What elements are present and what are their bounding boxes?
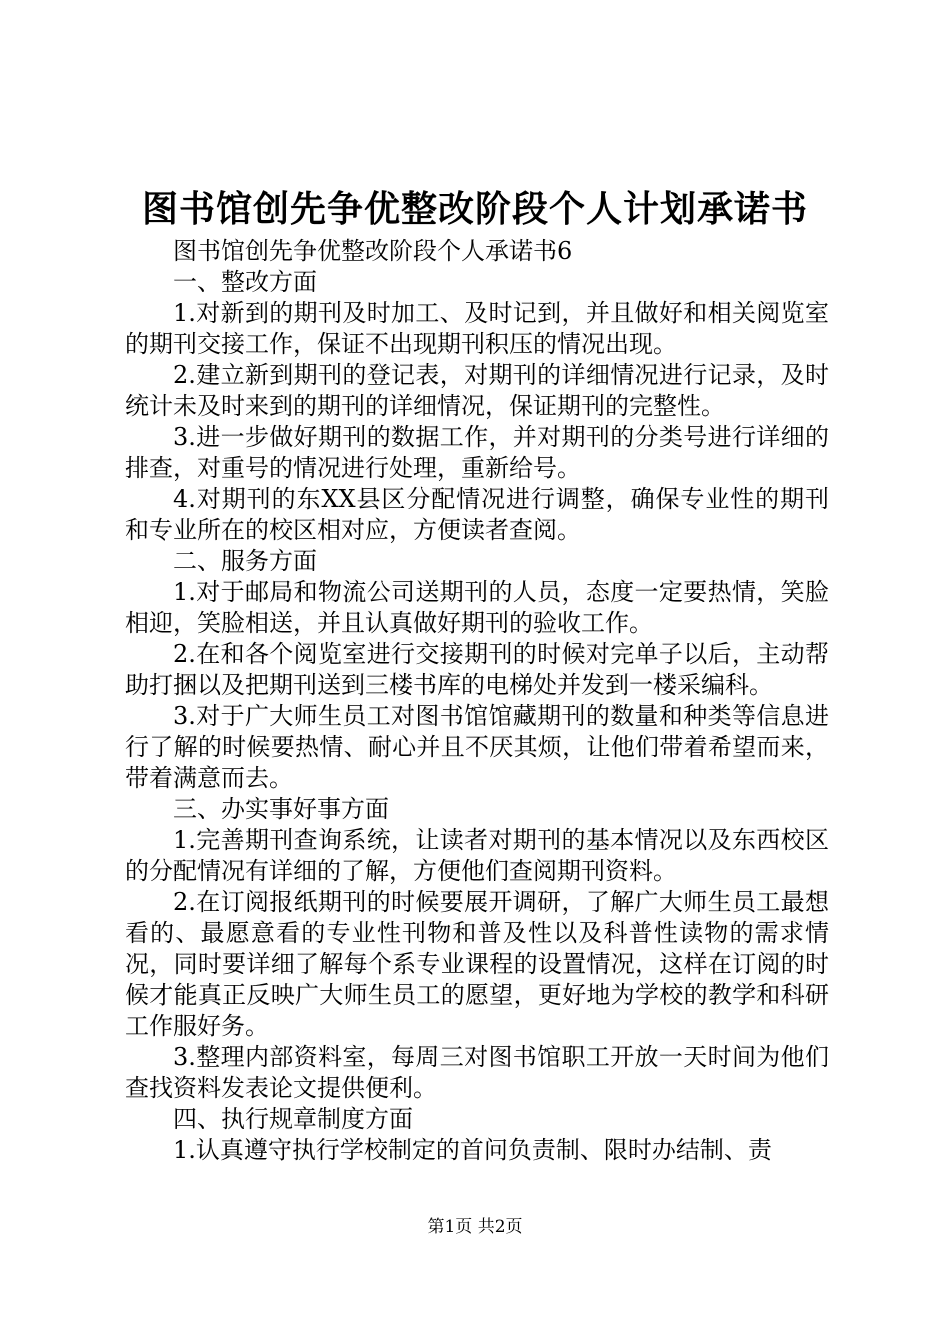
paragraph: 3.整理内部资料室，每周三对图书馆职工开放一天时间为他们查找资料发表论文提供便利。 — [125, 1043, 829, 1102]
section-heading-2: 二、服务方面 — [173, 547, 317, 575]
paragraph: 2.在订阅报纸期刊的时候要展开调研，了解广大师生员工最想看的、最愿意看的专业性刊物和普及性以及科普性读物的需求情况，同时要详细了解每个系专业课程的设置情况，这样在订阅的时候才能真正反映广大师生员工的愿望，更好地为学校的教学和科研工作服好务。 — [125, 888, 829, 1040]
page-footer: 第1页 共2页 — [427, 1217, 523, 1237]
section-heading-3: 三、办实事好事方面 — [173, 795, 389, 823]
paragraph-subtitle: 图书馆创先争优整改阶段个人承诺书6 — [173, 237, 573, 265]
paragraph: 2.建立新到期刊的登记表，对期刊的详细情况进行记录，及时统计未及时来到的期刊的详细情况，保证期刊的完整性。 — [125, 361, 829, 420]
paragraph: 4.对期刊的东XX县区分配情况进行调整，确保专业性的期刊和专业所在的校区相对应，方便读者查阅。 — [125, 485, 829, 544]
paragraph: 1.对新到的期刊及时加工、及时记到，并且做好和相关阅览室的期刊交接工作，保证不出现期刊积压的情况出现。 — [125, 299, 829, 358]
paragraph: 3.对于广大师生员工对图书馆馆藏期刊的数量和种类等信息进行了解的时候要热情、耐心并且不厌其烦，让他们带着希望而来，带着满意而去。 — [125, 702, 829, 792]
document-title: 图书馆创先争优整改阶段个人计划承诺书 — [141, 188, 808, 230]
paragraph: 3.进一步做好期刊的数据工作，并对期刊的分类号进行详细的排查，对重号的情况进行处理，重新给号。 — [125, 423, 829, 482]
paragraph: 2.在和各个阅览室进行交接期刊的时候对完单子以后，主动帮助打捆以及把期刊送到三楼书库的电梯处并发到一楼采编科。 — [125, 640, 829, 699]
paragraph: 1.对于邮局和物流公司送期刊的人员，态度一定要热情，笑脸相迎，笑脸相送，并且认真做好期刊的验收工作。 — [125, 578, 829, 637]
paragraph: 1.完善期刊查询系统，让读者对期刊的基本情况以及东西校区的分配情况有详细的了解，方便他们查阅期刊资料。 — [125, 826, 829, 885]
paragraph: 1.认真遵守执行学校制定的首问负责制、限时办结制、责 — [173, 1136, 772, 1164]
document-body — [125, 236, 829, 1166]
section-heading-4: 四、执行规章制度方面 — [173, 1105, 413, 1133]
section-heading-1: 一、整改方面 — [173, 268, 317, 296]
